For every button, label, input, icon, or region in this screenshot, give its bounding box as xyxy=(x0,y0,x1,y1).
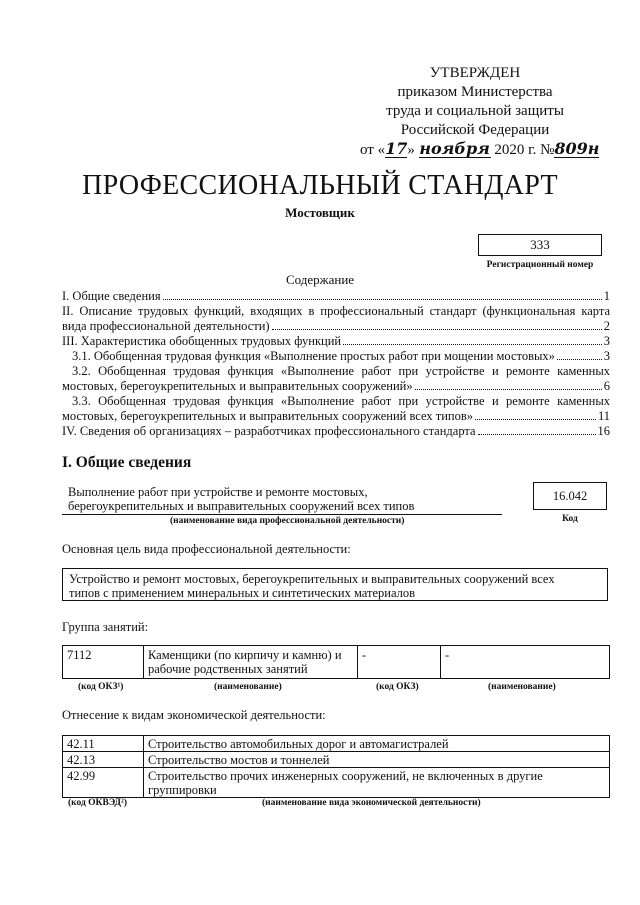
toc-item-text: III. Характеристика обобщенных трудовых функций xyxy=(62,334,342,348)
okved-name-cell: Строительство автомобильных дорог и автомагистралей xyxy=(143,735,610,752)
toc-item-text: 3.2. Обобщенная трудовая функция «Выполнение работ при устройстве и ремонте каменных xyxy=(72,364,610,378)
toc-item-page: 6 xyxy=(603,379,610,393)
toc-item[interactable] xyxy=(62,424,610,439)
activity-underline xyxy=(62,514,502,515)
toc-title: Содержание xyxy=(285,272,355,287)
registration-number-box: 333 xyxy=(478,234,602,256)
toc-item-page: 16 xyxy=(597,424,610,438)
goal-box xyxy=(62,568,608,601)
toc-item-text: IV. Сведения об организациях – разработчиках профессионального стандарта xyxy=(62,424,476,438)
group-caption: (наименование) xyxy=(214,682,282,692)
approval-number: 809н xyxy=(554,139,600,158)
toc-item[interactable] xyxy=(62,334,610,349)
okved-code-cell: 42.13 xyxy=(62,751,144,768)
group-name-cell xyxy=(143,645,358,679)
activity-caption: (наименование вида профессиональной деятельности) xyxy=(170,516,405,526)
toc-item-page: 2 xyxy=(603,319,610,333)
approval-date-line xyxy=(360,139,600,160)
goal-text: типов с применением минеральных и синтетических материалов xyxy=(69,586,416,600)
approval-line: Российской Федерации xyxy=(400,122,550,138)
toc-item[interactable] xyxy=(62,304,610,334)
okved-code-cell: 42.99 xyxy=(62,767,144,798)
group-label: Группа занятий: xyxy=(62,620,149,634)
okved-name-line: группировки xyxy=(148,783,217,797)
okved-caption: (наименование вида экономической деятельности) xyxy=(262,798,481,808)
toc-item-page: 3 xyxy=(603,349,610,363)
group-caption: (код ОКЗ) xyxy=(376,682,419,692)
date-prefix: от « xyxy=(360,142,386,158)
section-heading: I. Общие сведения xyxy=(62,454,192,471)
okved-table xyxy=(62,735,610,798)
group-caption: (код ОКЗ¹) xyxy=(78,682,124,692)
approval-line: труда и социальной защиты xyxy=(386,103,564,119)
toc-item-page: 1 xyxy=(603,289,610,303)
toc-item-text: вида профессиональной деятельности) xyxy=(62,319,270,333)
activity-name-line: Выполнение работ при устройстве и ремонте мостовых, xyxy=(68,485,368,499)
code-label: Код xyxy=(562,514,578,524)
toc-item-text: I. Общие сведения xyxy=(62,289,161,303)
toc-item-text: мостовых, берегоукрепительных и выправительных сооружений» xyxy=(62,379,413,393)
toc-item[interactable] xyxy=(62,289,610,304)
toc-item[interactable] xyxy=(62,364,610,394)
date-mid: » xyxy=(407,142,415,158)
toc-item-page: 11 xyxy=(597,409,610,423)
group-name-cell: - xyxy=(440,645,610,679)
goal-text: Устройство и ремонт мостовых, берегоукрепительных и выправительных сооружений всех xyxy=(69,572,555,586)
group-code-cell: - xyxy=(357,645,441,679)
approval-title: УТВЕРЖДЕН xyxy=(429,65,521,81)
toc-item[interactable] xyxy=(62,349,610,364)
table-of-contents xyxy=(62,289,610,439)
activity-code-box: 16.042 xyxy=(533,482,607,510)
approval-month: ноября xyxy=(419,139,490,158)
approval-year: 2020 г. № xyxy=(494,142,555,158)
activity-name-line: берегоукрепительных и выправительных сооружений всех типов xyxy=(68,499,415,513)
group-caption: (наименование) xyxy=(488,682,556,692)
toc-item[interactable] xyxy=(62,394,610,424)
approval-line: приказом Министерства xyxy=(397,84,553,100)
okved-name-cell: Строительство мостов и тоннелей xyxy=(143,751,610,768)
toc-item-text: 3.1. Обобщенная трудовая функция «Выполнение простых работ при мощении мостовых» xyxy=(72,349,555,363)
toc-item-text: 3.3. Обобщенная трудовая функция «Выполнение работ при устройстве и ремонте каменных xyxy=(72,394,610,408)
activity-name xyxy=(68,485,498,513)
okved-caption: (код ОКВЭД²) xyxy=(68,798,127,808)
group-name-line: рабочие родственных занятий xyxy=(148,662,308,676)
toc-item-text: II. Описание трудовых функций, входящих в профессиональный стандарт (функциональная карта xyxy=(62,304,610,318)
goal-label: Основная цель вида профессиональной деятельности: xyxy=(62,542,351,556)
okved-code-cell: 42.11 xyxy=(62,735,144,752)
okved-name-cell xyxy=(143,767,610,798)
approval-day: 17 xyxy=(385,139,408,158)
group-table xyxy=(62,645,610,679)
registration-number-label: Регистрационный номер xyxy=(486,260,594,270)
okved-name-line: Строительство прочих инженерных сооружений, не включенных в другие xyxy=(148,769,543,783)
page-title: ПРОФЕССИОНАЛЬНЫЙ СТАНДАРТ xyxy=(82,170,558,201)
group-name-line: Каменщики (по кирпичу и камню) и xyxy=(148,648,342,662)
toc-item-text: мостовых, берегоукрепительных и выправительных сооружений всех типов» xyxy=(62,409,473,423)
page-subtitle: Мостовщик xyxy=(285,205,355,220)
approval-block xyxy=(360,64,600,160)
okved-label: Отнесение к видам экономической деятельности: xyxy=(62,708,326,722)
toc-item-page: 3 xyxy=(603,334,610,348)
group-code-cell: 7112 xyxy=(62,645,144,679)
